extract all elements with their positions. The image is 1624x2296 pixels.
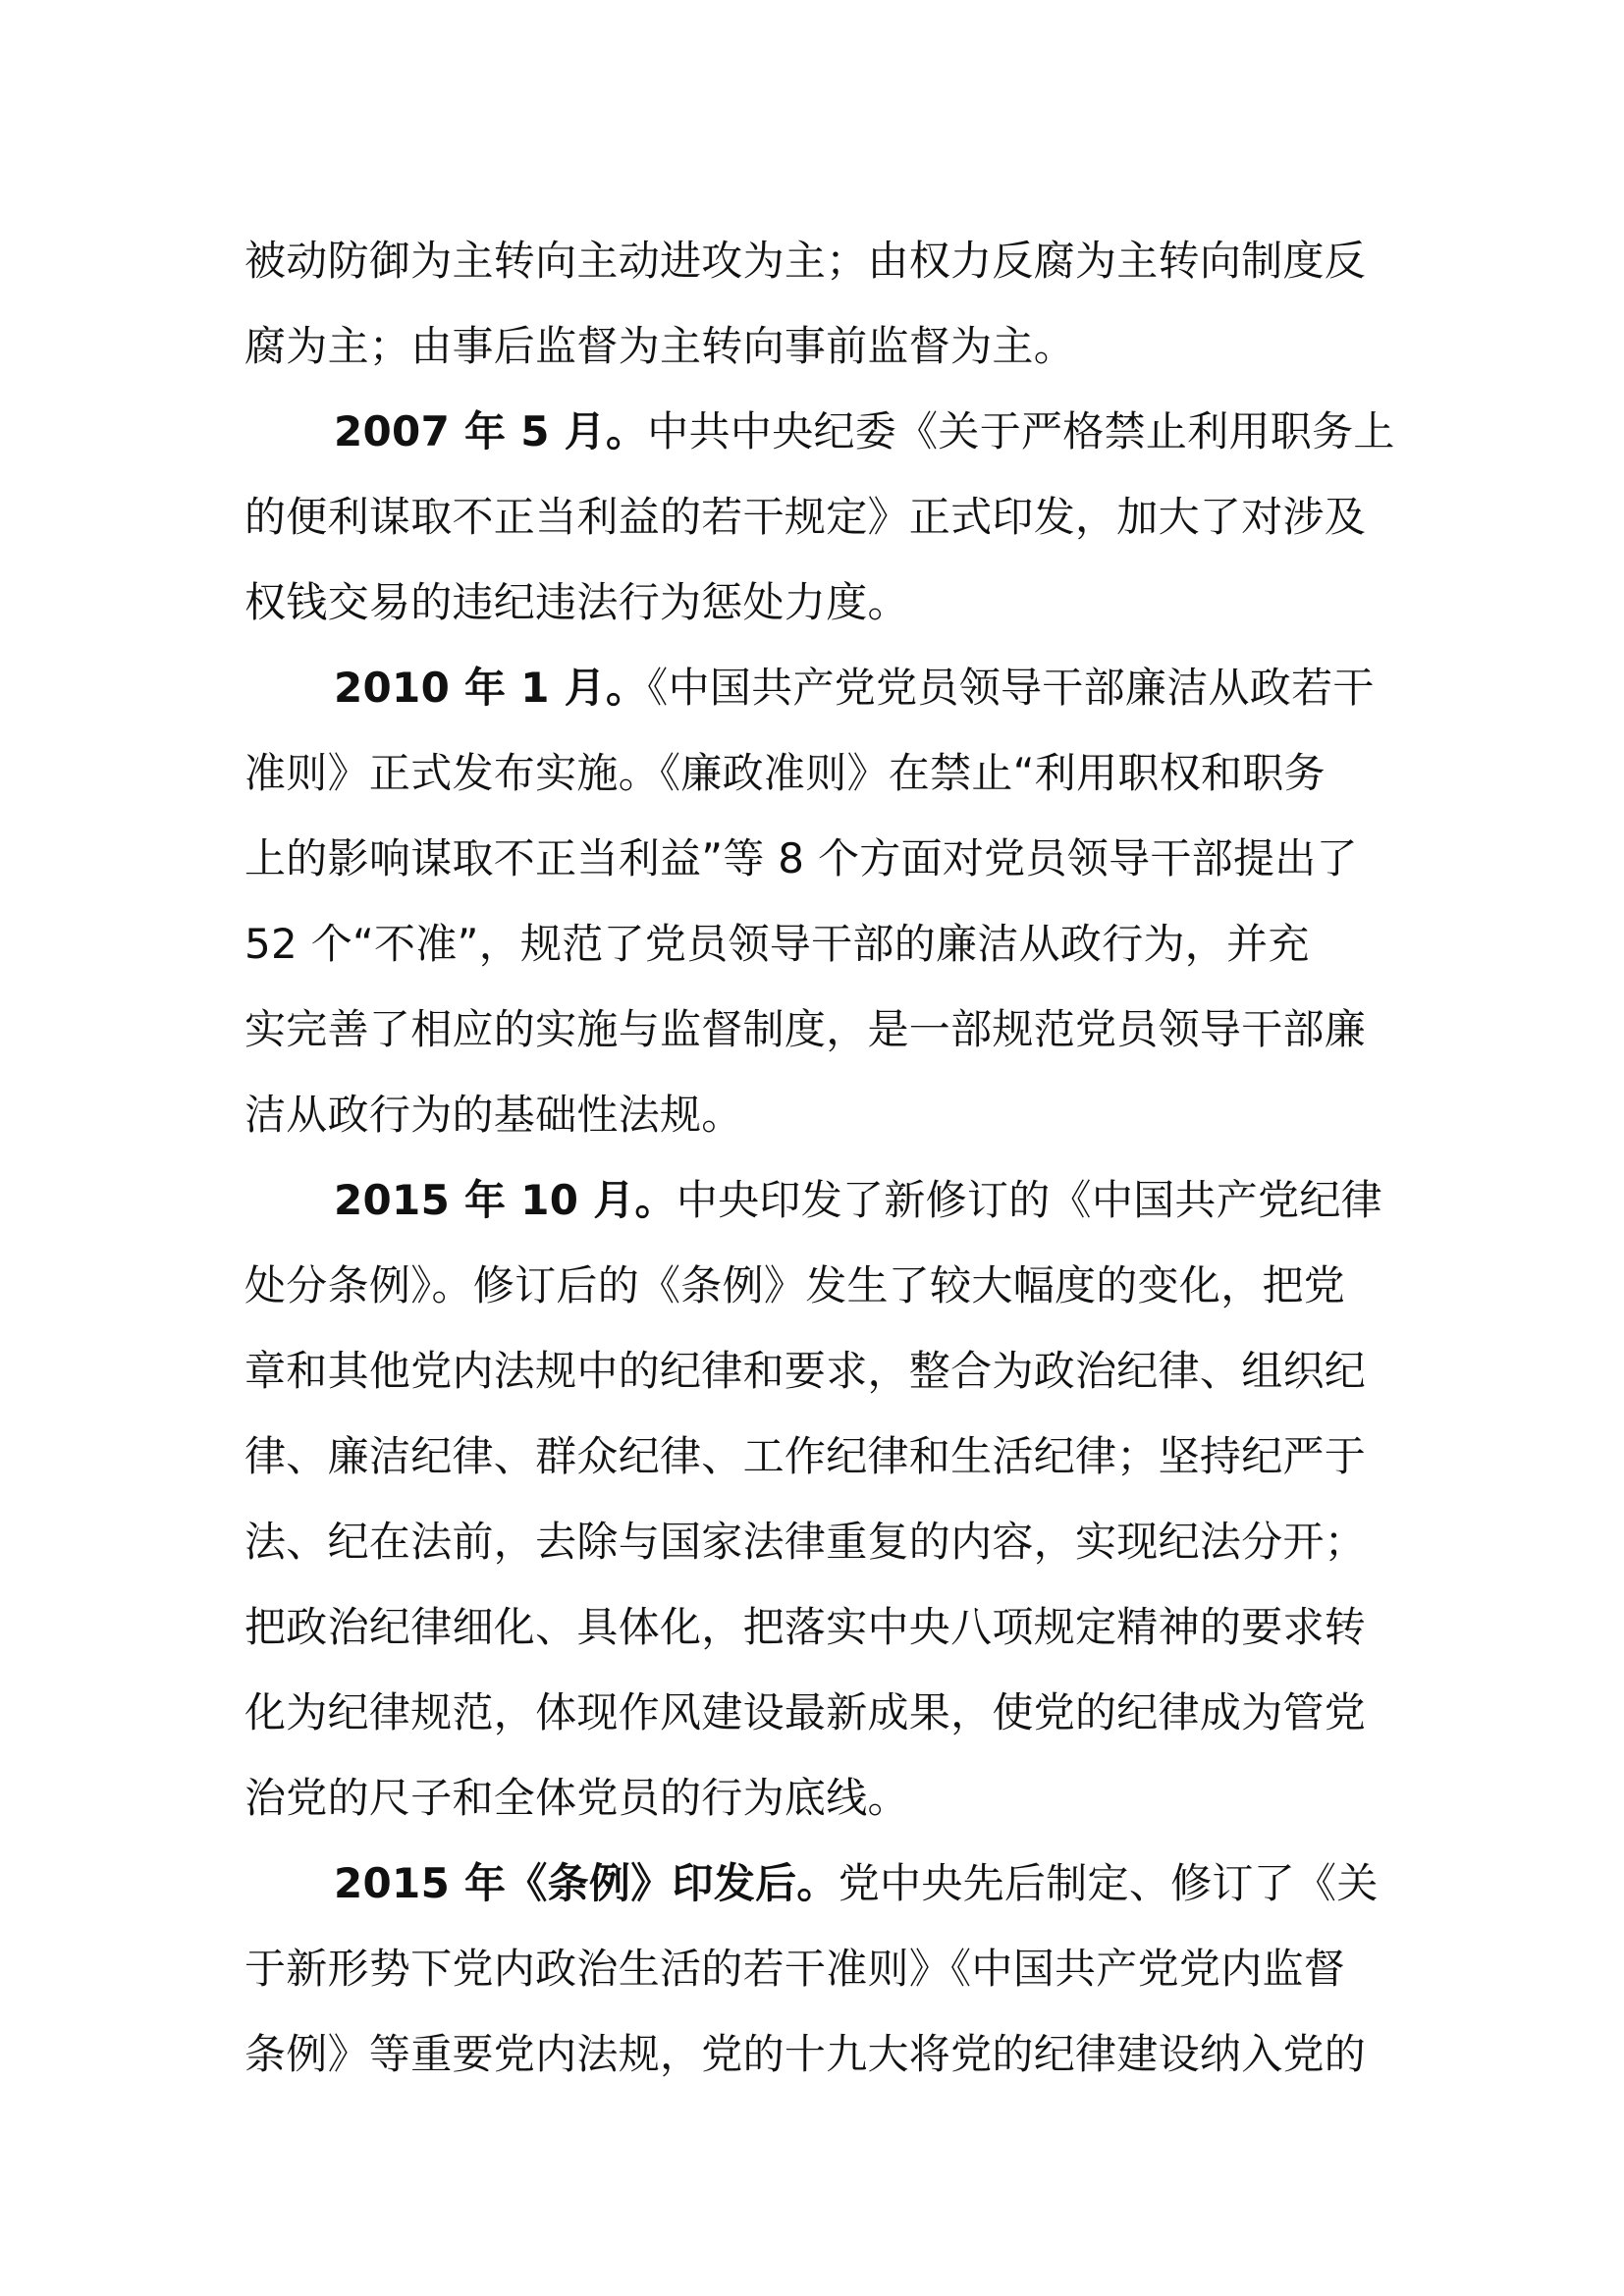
paragraph-2015-after — [244, 1841, 1433, 2097]
text-line: 洁从政行为的基础性法规。 — [244, 1091, 743, 1139]
text-line: 腐为主；由事后监督为主转向事前监督为主。 — [244, 322, 1076, 370]
text-line — [244, 389, 1433, 474]
paragraph-lead: 2010 年 1 月。 — [334, 664, 648, 712]
text-line: 的便利谋取不正当利益的若干规定》正式印发，加大了对涉及 — [244, 493, 1367, 541]
paragraph-continuation — [244, 218, 1433, 389]
text-line: 于新形势下党内政治生活的若干准则》《中国共产党党内监督 — [244, 1945, 1346, 1993]
paragraph-lead: 2015 年 10 月。 — [334, 1176, 677, 1224]
paragraph-2015-october — [244, 1157, 1433, 1841]
paragraph-2010 — [244, 645, 1433, 1157]
text-line: 把政治纪律细化、具体化，把落实中央八项规定精神的要求转 — [244, 1603, 1367, 1651]
text-line: 准则》正式发布实施。《廉政准则》在禁止“利用职权和职务 — [244, 749, 1326, 797]
text-line — [244, 1841, 1433, 1926]
document-body — [244, 218, 1433, 2097]
text-line: 律、廉洁纪律、群众纪律、工作纪律和生活纪律；坚持纪严于 — [244, 1432, 1367, 1480]
text-line — [244, 645, 1433, 730]
text-line: 实完善了相应的实施与监督制度，是一部规范党员领导干部廉 — [244, 1005, 1367, 1053]
text-run: 《中国共产党党员领导干部廉洁从政若干 — [647, 664, 1375, 712]
text-line: 权钱交易的违纪违法行为惩处力度。 — [244, 578, 909, 626]
paragraph-2007 — [244, 389, 1433, 645]
text-line: 被动防御为主转向主动进攻为主；由权力反腐为主转向制度反 — [244, 237, 1367, 285]
text-line: 化为纪律规范，体现作风建设最新成果，使党的纪律成为管党 — [244, 1688, 1367, 1736]
text-line: 条例》等重要党内法规，党的十九大将党的纪律建设纳入党的 — [244, 2030, 1367, 2078]
paragraph-lead: 2015 年《条例》印发后。 — [334, 1859, 839, 1907]
text-run: 党中央先后制定、修订了《关 — [838, 1859, 1379, 1907]
text-line: 处分条例》。修订后的《条例》发生了较大幅度的变化，把党 — [244, 1261, 1346, 1309]
text-line: 章和其他党内法规中的纪律和要求，整合为政治纪律、组织纪 — [244, 1347, 1367, 1395]
text-run: 中央印发了新修订的《中国共产党纪律 — [676, 1176, 1382, 1224]
text-line — [244, 1157, 1433, 1243]
text-line: 52 个“不准”，规范了党员领导干部的廉洁从政行为，并充 — [244, 920, 1310, 968]
text-run: 中共中央纪委《关于严格禁止利用职务上 — [647, 407, 1395, 455]
paragraph-lead: 2007 年 5 月。 — [334, 407, 648, 455]
text-line: 治党的尺子和全体党员的行为底线。 — [244, 1774, 909, 1822]
text-line: 法、纪在法前，去除与国家法律重复的内容，实现纪法分开； — [244, 1518, 1367, 1566]
text-line: 上的影响谋取不正当利益”等 8 个方面对党员领导干部提出了 — [244, 834, 1358, 882]
